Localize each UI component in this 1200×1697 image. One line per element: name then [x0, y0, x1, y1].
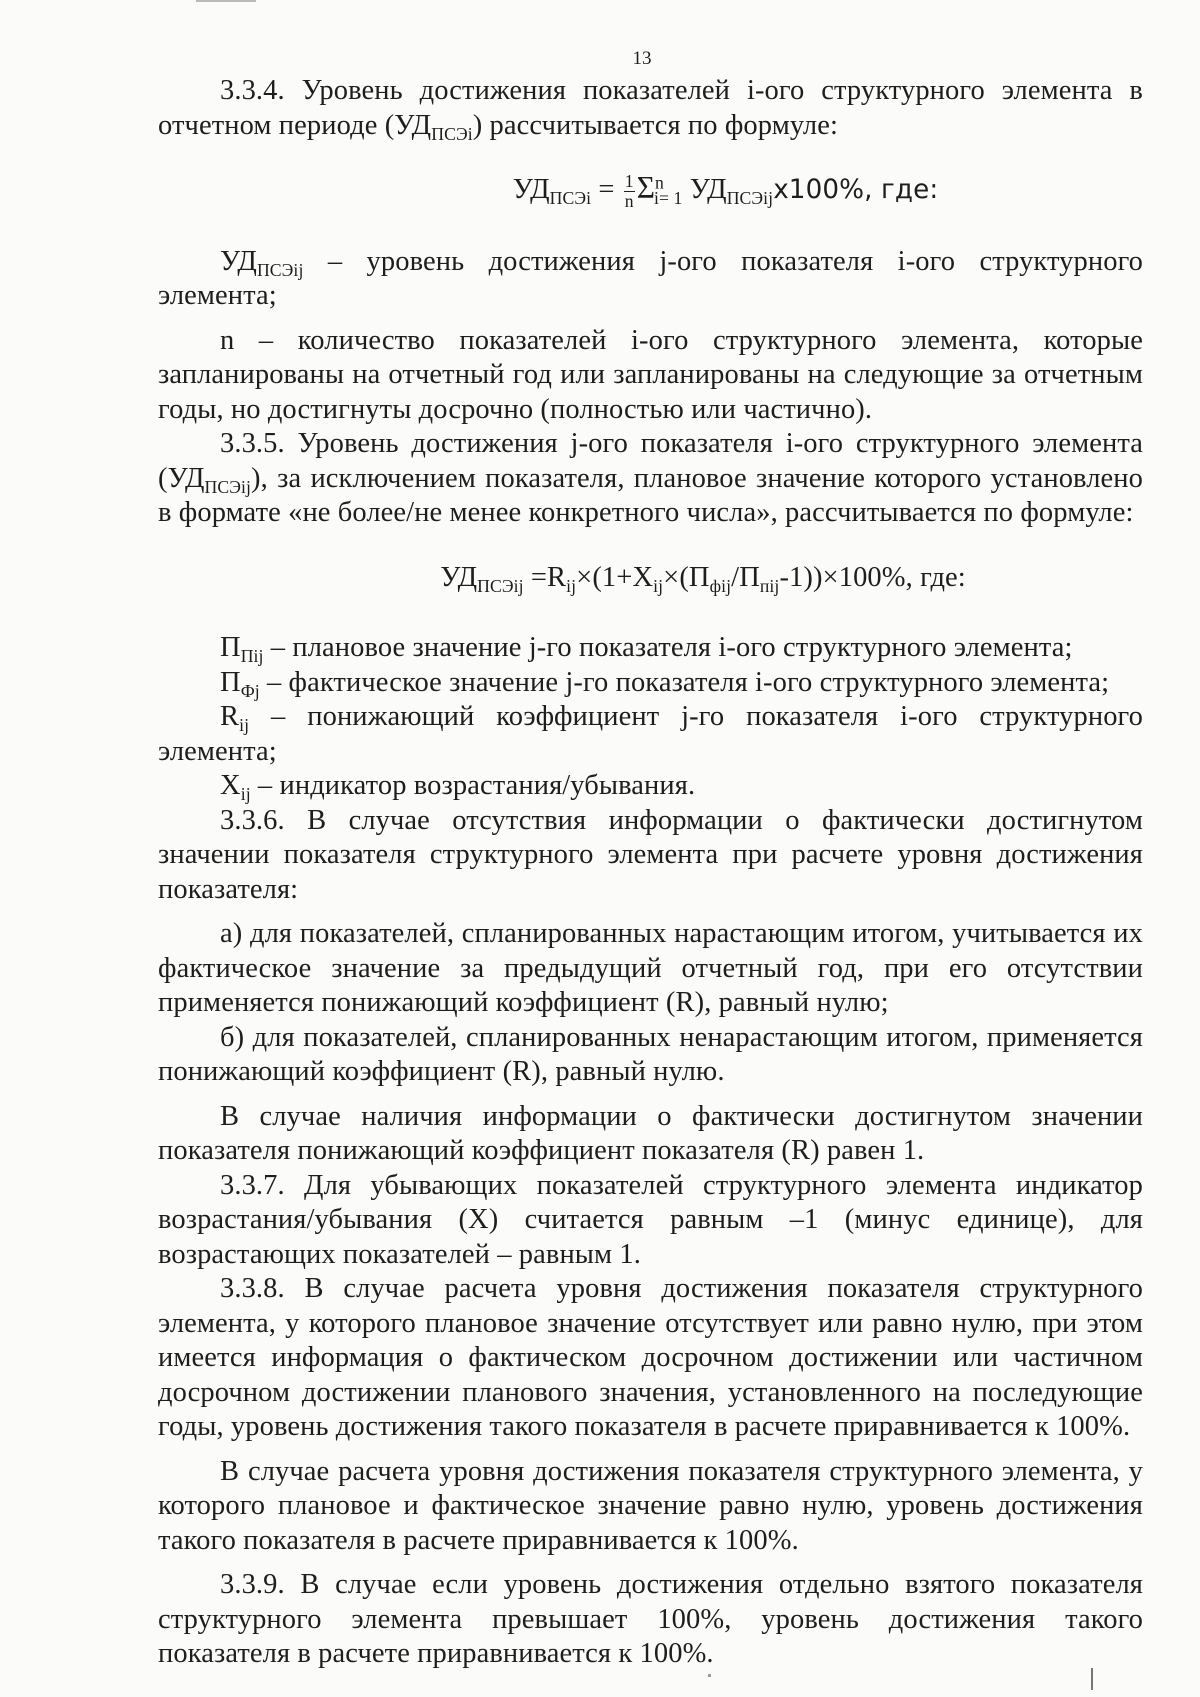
definition-r: $R_{ij}$ – понижающий коэффициент j-го показателя i-ого структурного элемента;	[158, 701, 1143, 767]
scan-artifact-bottom-tick	[1091, 1668, 1093, 1690]
document-body	[158, 74, 1143, 1672]
scan-artifact-top	[196, 0, 256, 2]
paragraph-3-3-4: 3.3.4. Уровень достижения показателей i-ого структурного элемента в отчетном периоде $(УД_{ПСЭi})$ рассчитывается по формуле:	[158, 75, 1143, 144]
paragraph-3-3-6: 3.3.6. В случае отсутствия информации о фактически достигнутом значении показателя структурного элемента при расчете уровня достижения показателя:	[158, 804, 1143, 905]
definition-x: $X_{ij}$ – индикатор возрастания/убывания.	[220, 770, 696, 805]
scan-artifact-bottom-dot	[708, 1674, 711, 1677]
page-number: 13	[632, 48, 652, 69]
formula-ud-psei: $УД_{ПСЭi}$ = $\frac{1}{n}$ $\Sigma^n_{i= 1}$ $УД_{ПСЭij}x100\%$, где:	[512, 170, 939, 211]
paragraph-3-3-9: 3.3.9. В случае если уровень достижения отдельно взятого показателя структурного элемента превышает 100%, уровень достижения такого показателя в расчете приравнивается к 100%.	[158, 1569, 1143, 1669]
formula-ud-pseij: $УД_{ПСЭij} =R_{ij}\times(1+X_{ij}\times(П_{фij}/П_{пij}-1))\times 100\%$, где:	[440, 561, 966, 596]
paragraph-3-3-5: 3.3.5. Уровень достижения j-ого показателя i-ого структурного элемента $(УД_{ПСЭij})$, за исключением показателя, плановое значение которого установлено в формате «не более/не менее конкретного числа», рассчитывается по формуле:	[158, 428, 1143, 528]
definition-n: n – количество показателей i-ого структурного элемента, которые запланированы на отчетный год или запланированы на следующие за отчетным годы, но достигнуты досрочно (полностью или частично).	[158, 324, 1143, 425]
sum-sign: Σ	[636, 170, 656, 205]
paragraph-3-3-6-c: В случае наличия информации о фактически достигнутом значении показателя понижающий коэффициент показателя (R) равен 1.	[158, 1100, 1143, 1166]
sum-lower-limit: i= 1	[653, 188, 683, 209]
paragraph-3-3-8-b: В случае расчета уровня достижения показателя структурного элемента, у которого плановое и фактическое значение равно нулю, уровень достижения такого показателя в расчете приравнивается к 100%.	[158, 1455, 1143, 1556]
definition-p-fact: $П_{Фj}$ – фактическое значение j-го показателя i-ого структурного элемента;	[220, 666, 1110, 701]
paragraph-3-3-7: 3.3.7. Для убывающих показателей структурного элемента индикатор возрастания/убывания (X) считается равным –1 (минус единице), для возрастающих показателей – равным 1.	[158, 1169, 1143, 1270]
definition-ud-pseij: $УД_{ПСЭij}$ – уровень достижения j-ого показателя i-ого структурного элемента;	[158, 245, 1143, 311]
sum-upper-limit: n	[655, 172, 664, 193]
paragraph-3-3-6-a: а) для показателей, спланированных нарастающим итогом, учитывается их фактическое значение за предыдущий отчетный год, при его отсутствии применяется понижающий коэффициент (R), равный нулю;	[158, 918, 1143, 1018]
definition-p-plan: $П_{Пij}$ – плановое значение j-го показателя i-ого структурного элемента;	[220, 632, 1073, 667]
paragraph-3-3-8: 3.3.8. В случае расчета уровня достижения показателя структурного элемента, у которого плановое значение отсутствует или равно нулю, при этом имеется информация о фактическом досрочном достижении или частичном досрочном достижении планового значения, установленного на последующие годы, уровень достижения такого показателя в расчете приравнивается к 100%.	[158, 1273, 1143, 1442]
paragraph-3-3-6-b: б) для показателей, спланированных ненарастающим итогом, применяется понижающий коэффициент (R), равный нулю.	[158, 1021, 1143, 1087]
fraction-1-over-n: $\frac{1}{n}$	[624, 171, 634, 211]
